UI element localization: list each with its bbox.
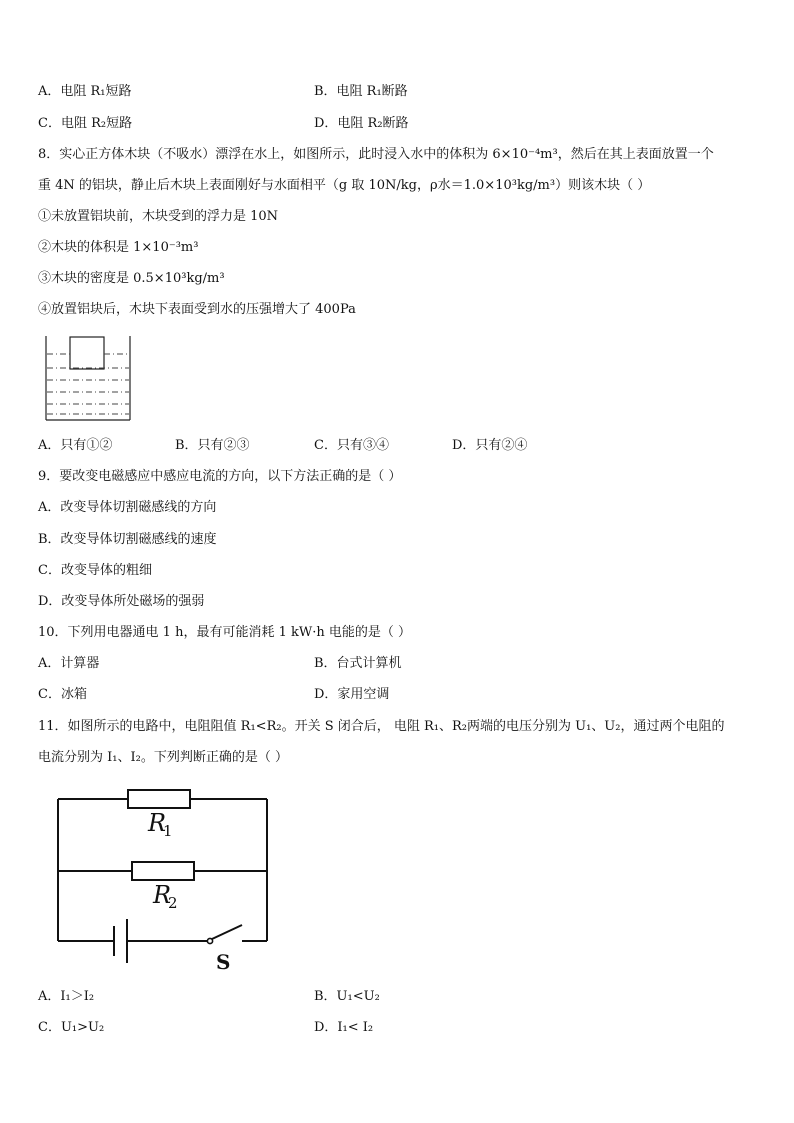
q7-option-a: A．电阻 R₁短路 (38, 84, 132, 99)
r2-label-sub: 2 (168, 894, 178, 912)
r1-label-sub: 1 (163, 822, 173, 840)
r2-label: R (153, 881, 172, 909)
q7-option-b: B．电阻 R₁断路 (314, 84, 408, 99)
q11-option-c: C．U₁>U₂ (38, 1020, 105, 1035)
q9-option-d: D．改变导体所处磁场的强弱 (38, 594, 205, 609)
q10-stem: 10．下列用电器通电 1 h，最有可能消耗 1 kW·h 电能的是（ ） (38, 625, 411, 640)
q8-statement-3: ③木块的密度是 0.5×10³kg/m³ (38, 271, 225, 286)
q8-stem-line2: 重 4N 的铝块，静止后木块上表面刚好与水面相平（g 取 10N/kg，ρ水＝1.0×10³kg/m³）则该木块（ ） (38, 178, 651, 193)
q10-option-d: D．家用空调 (314, 687, 390, 702)
q10-option-c: C．冰箱 (38, 687, 87, 702)
r1-label: R (148, 809, 167, 837)
q11-stem-line1: 11．如图所示的电路中，电阻阻值 R₁<R₂。开关 S 闭合后， 电阻 R₁、R₂两端的电压分别为 U₁、U₂，通过两个电阻的 (38, 719, 725, 734)
switch-label: S (216, 950, 231, 974)
q11-option-b: B．U₁<U₂ (314, 989, 380, 1004)
q8-option-c: C．只有③④ (314, 438, 389, 453)
wood-block-figure (40, 334, 136, 424)
q11-stem-line2: 电流分别为 I₁、I₂。下列判断正确的是（ ） (38, 750, 288, 765)
q8-option-a: A．只有①② (38, 438, 113, 453)
q8-statement-1: ①未放置铝块前，木块受到的浮力是 10N (38, 209, 279, 224)
q9-option-b: B．改变导体切割磁感线的速度 (38, 532, 217, 547)
q8-option-d: D．只有②④ (452, 438, 528, 453)
circuit-figure (50, 785, 275, 975)
q8-option-b: B．只有②③ (175, 438, 250, 453)
q11-option-a: A．I₁＞I₂ (38, 989, 95, 1004)
q11-option-d: D．I₁< I₂ (314, 1020, 374, 1035)
q8-statement-4: ④放置铝块后，木块下表面受到水的压强增大了 400Pa (38, 302, 356, 317)
q9-option-c: C．改变导体的粗细 (38, 563, 152, 578)
q7-option-d: D．电阻 R₂断路 (314, 116, 409, 131)
q7-option-c: C．电阻 R₂短路 (38, 116, 133, 131)
q8-stem-line1: 8．实心正方体木块（不吸水）漂浮在水上，如图所示，此时浸入水中的体积为 6×10⁻⁴m³，然后在其上表面放置一个 (38, 147, 714, 162)
q8-statement-2: ②木块的体积是 1×10⁻³m³ (38, 240, 199, 255)
q10-option-b: B．台式计算机 (314, 656, 402, 671)
q9-stem: 9．要改变电磁感应中感应电流的方向，以下方法正确的是（ ） (38, 469, 402, 484)
q10-option-a: A．计算器 (38, 656, 100, 671)
q9-option-a: A．改变导体切割磁感线的方向 (38, 500, 217, 515)
